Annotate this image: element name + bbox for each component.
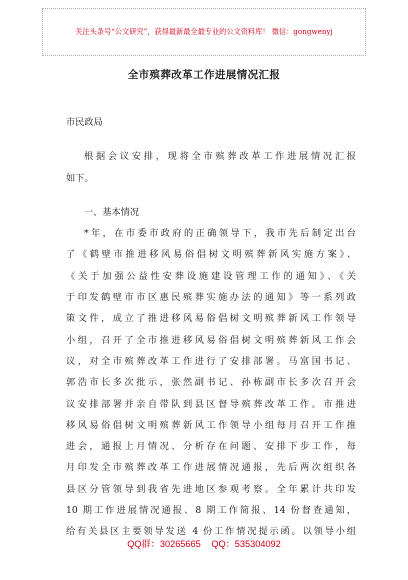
body-line: 小组，召开了全市推进移风易俗倡树文明殡葬新风工作会 [66, 334, 356, 346]
body-line: 如下。 [66, 172, 94, 184]
body-line: 进会，通报上月情况、分析存在问题、安排下步工作，每 [66, 441, 356, 453]
body-line: 了《鹤壁市推进移风易俗倡树文明殡葬新风实施方案》、 [66, 249, 356, 261]
body-line: 县区分管领导到我省先进地区参观考察。全年累计共印发 [66, 483, 356, 495]
body-line: 郭浩市长多次批示，张然副书记、孙栋副市长多次召开会 [66, 377, 356, 389]
document-title: 全市殡葬改革工作进展情况汇报 [127, 69, 281, 81]
qq-number: QQ：535304092 [211, 539, 281, 549]
body-line: *年，在市委市政府的正确领导下，我市先后制定出台 [84, 228, 356, 240]
section-heading: 一、基本情况 [84, 206, 140, 218]
qq-group-number: QQ群：30265665 [127, 539, 201, 549]
body-line: 于印发鹤壁市市区惠民殡葬实施办法的通知》等一系列政 [66, 292, 356, 304]
document-body [66, 112, 356, 543]
body-line: 议安排部署并亲自带队到县区督导殡葬改革工作。市推进 [66, 398, 356, 410]
promo-banner-text: 关注头条号“公文研究”，获得最新最全最专业的公文资料库！ 微信：gongwenyj [75, 27, 333, 36]
body-line: 《关于加强公益性安葬设施建设管理工作的通知》、《关 [66, 270, 356, 282]
body-line: 给有关县区主要领导发送 4 份工作情况提示函。以领导小组 [66, 526, 356, 538]
body-line: 议，对全市殡葬改革工作进行了安排部署。马富国书记、 [66, 355, 356, 367]
promo-banner [42, 8, 366, 56]
body-line: 移风易俗倡树文明殡葬新风工作领导小组每月召开工作推 [66, 419, 356, 431]
body-line: 策文件，成立了推进移风易俗倡树文明殡葬新风工作领导 [66, 313, 356, 325]
body-line: 月印发全市殡葬改革工作进展情况通报，先后两次组织各 [66, 462, 356, 474]
body-line: 10 期工作进展情况通报、8 期工作简报、14 份督查通知， [66, 505, 356, 517]
body-line: 根据会议安排，现将全市殡葬改革工作进展情况汇报 [84, 151, 356, 163]
contact-footer [0, 536, 408, 550]
document-author: 市民政局 [66, 117, 103, 128]
